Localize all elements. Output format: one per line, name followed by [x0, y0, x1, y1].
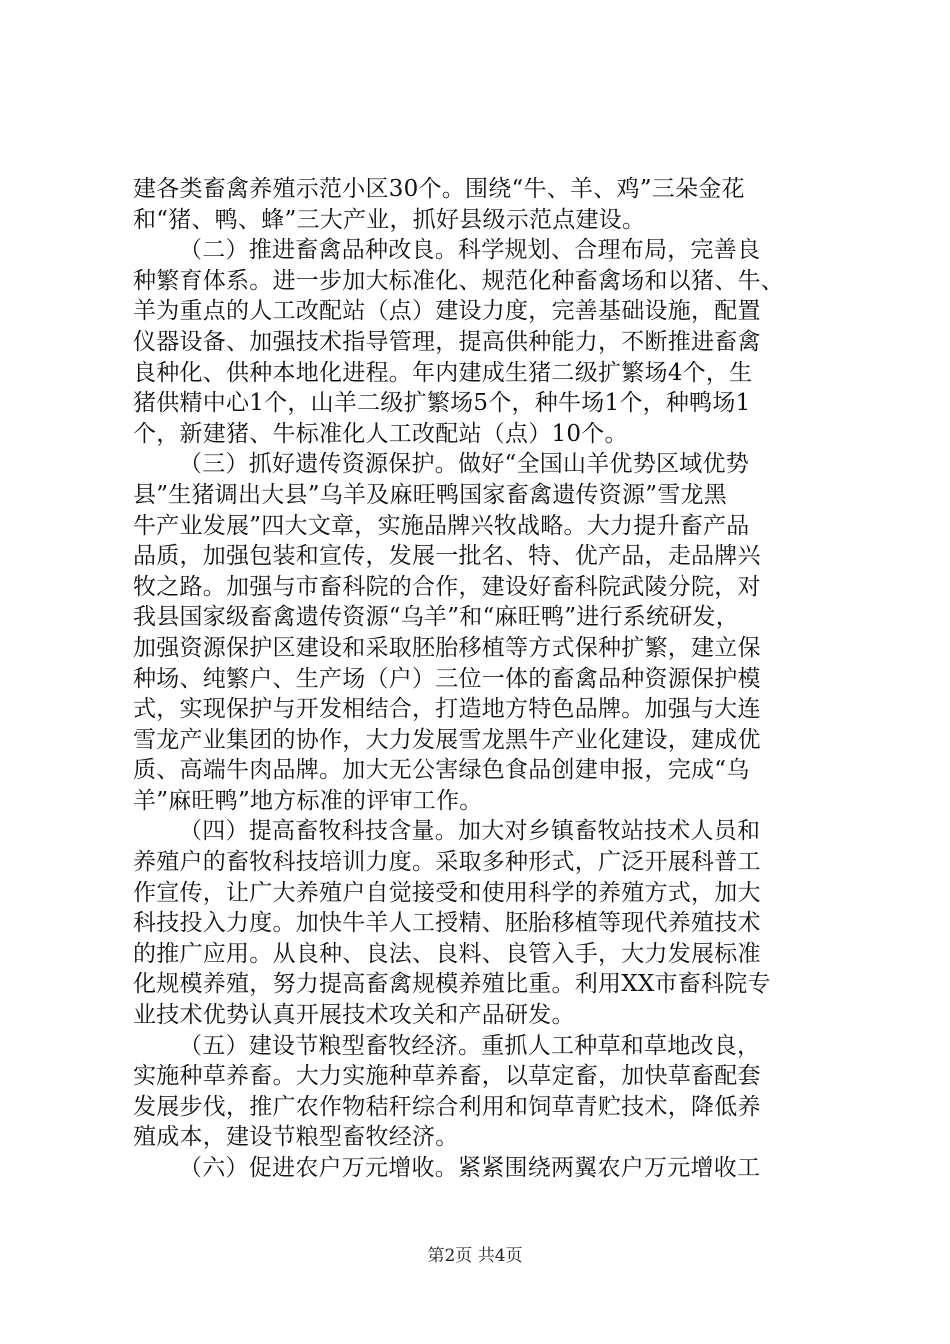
text-line: 猪供精中心1个，山羊二级扩繁场5个，种牛场1个，种鸭场1: [133, 390, 751, 417]
text-line: 种场、纯繁户、生产场（户）三位一体的畜禽品种资源保护模: [133, 665, 761, 692]
text-line: 羊”麻旺鸭”地方标准的评审工作。: [133, 787, 483, 814]
text-line: 种繁育体系。进一步加大标准化、规范化种畜禽场和以猪、牛、: [133, 267, 784, 294]
text-line: 和“猪、鸭、蜂”三大产业，抓好县级示范点建设。: [133, 206, 646, 233]
text-line: 化规模养殖，努力提高畜禽规模养殖比重。利用XX市畜科院专: [133, 971, 771, 998]
text-line: 的推广应用。从良种、良法、良料、良管入手，大力发展标准: [133, 940, 761, 967]
text-line: 雪龙产业集团的协作，大力发展雪龙黑牛产业化建设，建成优: [133, 726, 761, 753]
text-line: 县”生猪调出大县”乌羊及麻旺鸭国家畜禽遗传资源”雪龙黑: [133, 481, 728, 508]
text-line: 科技投入力度。加快牛羊人工授精、胚胎移植等现代养殖技术: [133, 910, 761, 937]
text-line: （五）建设节粮型畜牧经济。重抓人工种草和草地改良，: [179, 1032, 761, 1059]
text-line: （二）推进畜禽品种改良。科学规划、合理布局，完善良: [179, 237, 761, 264]
text-line: （四）提高畜牧科技含量。加大对乡镇畜牧站技术人员和: [179, 818, 761, 845]
page-footer: 第2页 共4页: [427, 1246, 523, 1266]
text-line: （三）抓好遗传资源保护。做好“全国山羊优势区域优势: [179, 451, 750, 478]
text-line: 加强资源保护区建设和采取胚胎移植等方式保种扩繁，建立保: [133, 634, 761, 661]
text-line: 品质，加强包装和宣传，发展一批名、特、优产品，走品牌兴: [133, 543, 761, 570]
text-line: 养殖户的畜牧科技培训力度。采取多种形式，广泛开展科普工: [133, 849, 761, 876]
text-line: 实施种草养畜。大力实施种草养畜，以草定畜，加快草畜配套: [133, 1063, 761, 1090]
text-line: 良种化、供种本地化进程。年内建成生猪二级扩繁场4个，生: [133, 359, 753, 386]
text-line: 发展步伐，推广农作物秸秆综合利用和饲草青贮技术，降低养: [133, 1093, 761, 1120]
paragraph: [133, 235, 833, 449]
text-line: 业技术优势认真开展技术攻关和产品研发。: [133, 1002, 575, 1029]
text-line: 牛产业发展”四大文章，实施品牌兴牧战略。大力提升畜产品: [133, 512, 750, 539]
text-line: 建各类畜禽养殖示范小区30个。围绕“牛、羊、鸡”三朵金花: [133, 176, 745, 202]
text-line: 殖成本，建设节粮型畜牧经济。: [133, 1124, 459, 1151]
text-line: 质、高端牛肉品牌。加大无公害绿色食品创建申报，完成“乌: [133, 757, 750, 784]
paragraph: [133, 1153, 833, 1184]
text-line: 仪器设备、加强技术指导管理，提高供种能力，不断推进畜禽: [133, 328, 761, 355]
text-line: 牧之路。加强与市畜科院的合作，建设好畜科院武陵分院，对: [133, 573, 761, 600]
text-line: 我县国家级畜禽遗传资源“乌羊”和“麻旺鸭”进行系统研发，: [133, 604, 740, 631]
text-line: 作宣传，让广大养殖户自觉接受和使用科学的养殖方式，加大: [133, 879, 761, 906]
paragraph: [133, 449, 833, 816]
text-line: 个，新建猪、牛标准化人工改配站（点）10个。: [133, 420, 628, 447]
paragraph: [133, 174, 833, 235]
paragraph: [133, 1031, 833, 1153]
text-line: 羊为重点的人工改配站（点）建设力度，完善基础设施，配置: [133, 298, 761, 325]
paragraph: [133, 816, 833, 1030]
text-line: 式，实现保护与开发相结合，打造地方特色品牌。加强与大连: [133, 696, 761, 723]
document-body: [133, 174, 833, 1184]
text-line: （六）促进农户万元增收。紧紧围绕两翼农户万元增收工: [179, 1155, 761, 1181]
